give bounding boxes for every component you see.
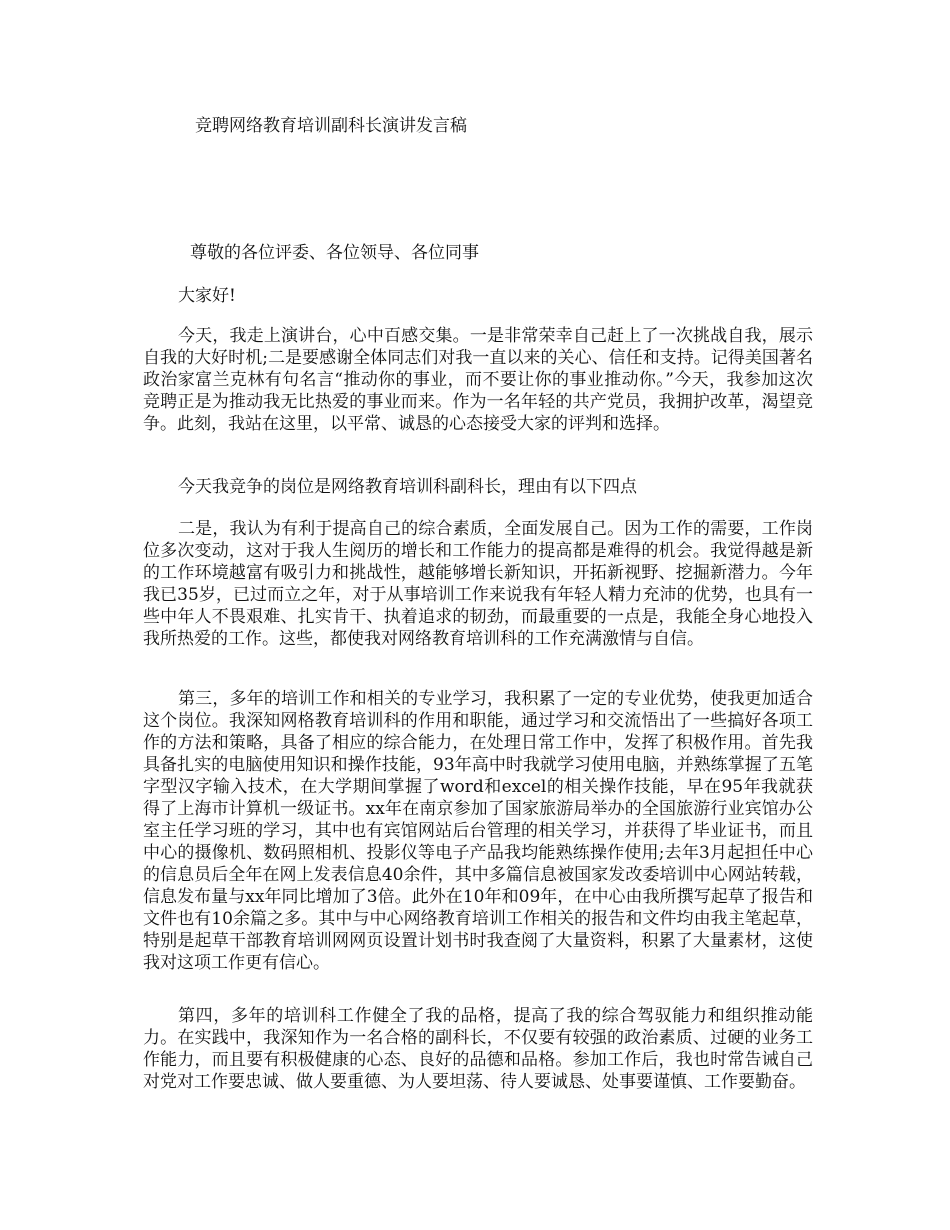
document-title: 竞聘网络教育培训副科长演讲发言稿 (195, 116, 467, 136)
paragraph-position: 今天我竞争的岗位是网络教育培训科副科长，理由有以下四点 (178, 477, 637, 497)
salutation: 尊敬的各位评委、各位领导、各位同事 (190, 243, 479, 263)
paragraph-reason-four: 第四，多年的培训科工作健全了我的品格，提高了我的综合驾驭能力和组织推动能力。在实践中，我深知作为一名合格的副科长，不仅要有较强的政治素质、过硬的业务工作能力，而且要有积极健康的心态、良好的品德和品格。参加工作后，我也时常告诫自己对党对工作要忠诚、做人要重德、为人要坦荡、待人要诚恳、处事要谨慎、工作要勤奋。 (143, 1006, 813, 1092)
greeting: 大家好! (178, 286, 236, 306)
paragraph-reason-three: 第三，多年的培训工作和相关的专业学习，我积累了一定的专业优势，使我更加适合这个岗位。我深知网格教育培训科的作用和职能，通过学习和交流悟出了一些搞好各项工作的方法和策略，具备了相应的综合能力，在处理日常工作中，发挥了积极作用。首先我具备扎实的电脑使用知识和操作技能，93年高中时我就学习使用电脑，并熟练掌握了五笔字型汉字输入技术，在大学期间掌握了word和excel的相关操作技能，早在95年我就获得了上海市计算机一级证书。xx年在南京参加了国家旅游局举办的全国旅游行业宾馆办公室主任学习班的学习，其中也有宾馆网站后台管理的相关学习，并获得了毕业证书，而且中心的摄像机、数码照相机、投影仪等电子产品我均能熟练操作使用;去年3月起担任中心的信息员后全年在网上发表信息40余件，其中多篇信息被国家发改委培训中心网站转载，信息发布量与xx年同比增加了3倍。此外在10年和09年，在中心由我所撰写起草了报告和文件也有10余篇之多。其中与中心网络教育培训工作相关的报告和文件均由我主笔起草，特别是起草干部教育培训网网页设置计划书时我查阅了大量资料，积累了大量素材，这使我对这项工作更有信心。 (143, 689, 813, 973)
paragraph-opening: 今天，我走上演讲台，心中百感交集。一是非常荣幸自己赶上了一次挑战自我，展示自我的大好时机;二是要感谢全体同志们对我一直以来的关心、信任和支持。记得美国著名政治家富兰克林有句名言“推动你的事业，而不要让你的事业推动你。”今天，我参加这次竞聘正是为推动我无比热爱的事业而来。作为一名年轻的共产党员，我拥护改革，渴望竞争。此刻，我站在这里，以平常、诚恳的心态接受大家的评判和选择。 (143, 326, 813, 434)
paragraph-reason-two: 二是，我认为有利于提高自己的综合素质，全面发展自己。因为工作的需要，工作岗位多次变动，这对于我人生阅历的增长和工作能力的提高都是难得的机会。我觉得越是新的工作环境越富有吸引力和挑战性，越能够增长新知识，开拓新视野、挖掘新潜力。今年我已35岁，已过而立之年，对于从事培训工作来说我有年轻人精力充沛的优势，也具有一些中年人不畏艰难、扎实肯干、执着追求的韧劲，而最重要的一点是，我能全身心地投入我所热爱的工作。这些，都使我对网络教育培训科的工作充满激情与自信。 (143, 519, 813, 649)
